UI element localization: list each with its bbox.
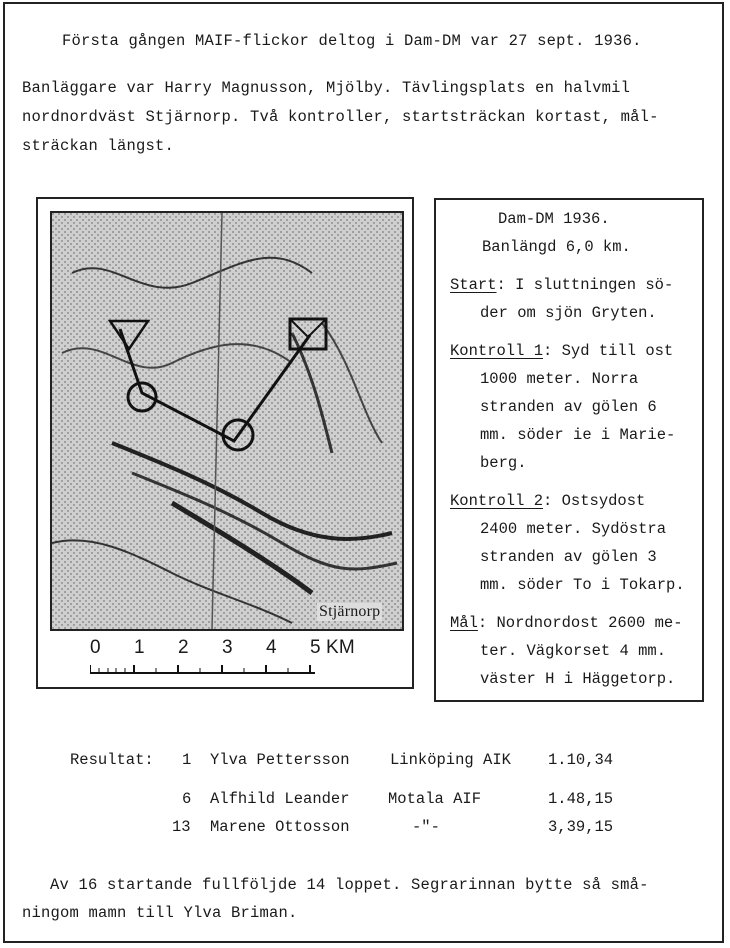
result-club: Linköping AIK: [390, 751, 511, 769]
scale-label-5: 5: [310, 637, 321, 658]
result-place: 1: [182, 751, 192, 769]
start-entry: [450, 276, 673, 294]
intro-line-3: sträckan längst.: [22, 137, 175, 155]
scale-bar: [50, 637, 404, 681]
result-name: Marene Ottosson: [210, 818, 350, 836]
footer-line-2: ningom mamn till Ylva Briman.: [22, 904, 298, 922]
control-1-text-2: 1000 meter. Norra: [480, 370, 639, 388]
intro-line-2: nordnordväst Stjärnorp. Två kontroller, startsträckan kortast, mål-: [22, 108, 659, 126]
control-1-text-3: stranden av gölen 6: [480, 398, 657, 416]
scale-label-4: 4: [266, 637, 277, 658]
course-info-box: [434, 198, 704, 702]
result-time: 1.48,15: [548, 790, 614, 808]
control-1-entry: [450, 342, 673, 360]
scale-label-km: KM: [326, 637, 355, 658]
results-label: Resultat:: [70, 751, 154, 769]
control-2-text-1: : Ostsydost: [543, 492, 646, 510]
result-club: Motala AIF: [388, 790, 482, 808]
control-2-label: Kontroll 2: [450, 492, 544, 510]
goal-text-3: väster H i Häggetorp.: [480, 670, 676, 688]
header-line: Första gången MAIF-flickor deltog i Dam-DM var 27 sept. 1936.: [62, 32, 642, 50]
scale-label-0: 0: [90, 637, 101, 658]
goal-text-1: : Nordnordost 2600 me-: [477, 614, 683, 632]
goal-entry: [450, 614, 683, 632]
result-name: Alfhild Leander: [210, 790, 350, 808]
map-drawing: [52, 213, 402, 629]
scale-label-1: 1: [134, 637, 145, 658]
footer-line-1: Av 16 startande fullföljde 14 loppet. Segrarinnan bytte så små-: [50, 876, 649, 894]
control-1-label: Kontroll 1: [450, 342, 544, 360]
result-name: Ylva Pettersson: [210, 751, 350, 769]
control-2-text-2: 2400 meter. Sydöstra: [480, 520, 667, 538]
control-1-text-1: : Syd till ost: [543, 342, 674, 360]
scale-label-2: 2: [178, 637, 189, 658]
result-place: 13: [172, 818, 191, 836]
start-text-2: der om sjön Gryten.: [480, 304, 657, 322]
start-label: Start: [450, 276, 497, 294]
control-2-text-3: stranden av gölen 3: [480, 548, 657, 566]
control-1-text-4: mm. söder ie i Marie-: [480, 426, 676, 444]
control-1-text-5: berg.: [480, 454, 527, 472]
info-title: Dam-DM 1936.: [498, 210, 610, 228]
scale-label-3: 3: [222, 637, 233, 658]
start-text-1: : I sluttningen sö-: [496, 276, 674, 294]
goal-label: Mål: [450, 614, 478, 632]
control-2-text-4: mm. söder To i Tokarp.: [480, 576, 685, 594]
map-panel: [36, 197, 414, 689]
map-place-label: Stjärnorp: [319, 603, 381, 620]
scale-ruler: [90, 663, 320, 677]
result-place: 6: [182, 790, 192, 808]
intro-line-1: Banläggare var Harry Magnusson, Mjölby. Tävlingsplats en halvmil: [22, 79, 631, 97]
control-2-entry: [450, 492, 645, 510]
goal-text-2: ter. Vägkorset 4 mm.: [480, 642, 667, 660]
result-time: 3,39,15: [548, 818, 614, 836]
result-club: -"-: [412, 818, 440, 836]
info-length: Banlängd 6,0 km.: [482, 238, 631, 256]
result-time: 1.10,34: [548, 751, 614, 769]
orienteering-map: [50, 211, 404, 631]
